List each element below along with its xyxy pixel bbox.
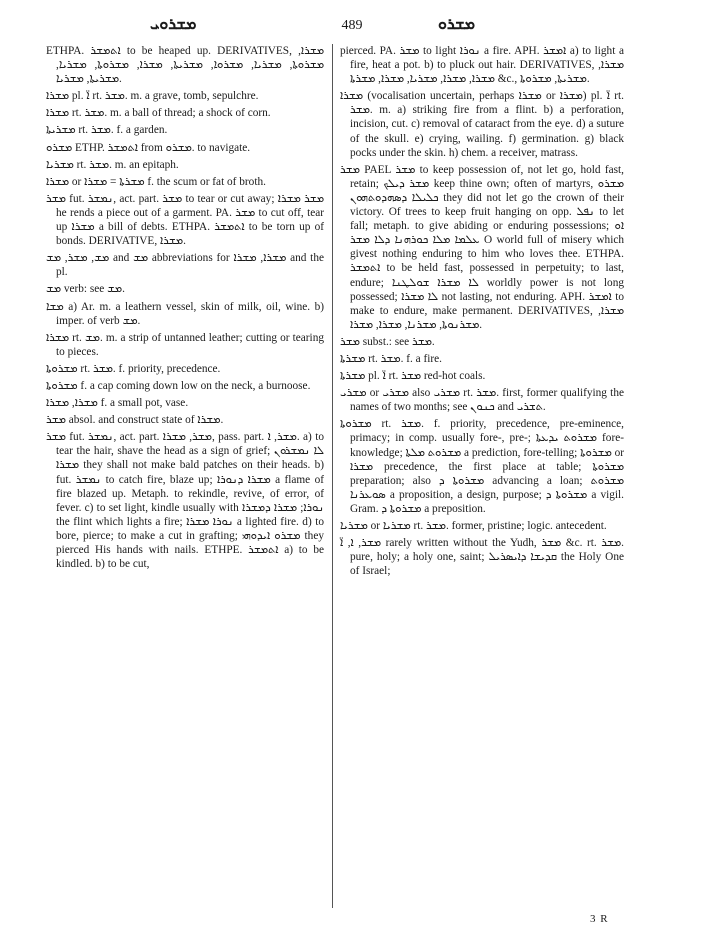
column-divider: [332, 44, 333, 908]
entry: ܡܫܪܝܐ or ܡܫܪܝܐ rt. ܡܫܪ. former, pristine; logic. antecedent.: [340, 520, 607, 532]
entry: ܡܫܪܘ ETHP. ܐܬܡܫܪ from ܡܫܪܘ. to navigate.: [46, 141, 251, 154]
entry: ܡܫܪܐ or ܡܫܪܬܐ = ܡܫܪܐ f. the scum or fat of broth.: [46, 175, 266, 188]
entry: ܡܫܪܬܐ pl. ܐ̈ rt. ܡܫܪ red-hot coals.: [340, 370, 486, 383]
entry: ܡܫܪܘܬܐ f. a cap coming down low on the neck, a burnoose.: [46, 379, 311, 392]
entry: ܡܫܪ fut. ܢܡܫܪ, act. part. ܡܫܪ, ܡܫܪܐ, pass. part. ܡܫܪ, ܐ. a) to tear the hair, shave the head as a sign of grief; ܠܐ ܢܡܫܪܘܢ ܡܫܪܐ they shall not make bald patches on their heads. b) fut. ܢܡܫܪ to catch fire, blaze up; ܡܫܪܐ ܕܢܘܪܐ a flame of fire blazed up. Metaph. to rekindle, revive, of error, of fever. c) to set light, kindle usually with ܢܘܪܐ; ܡܫܪܐ ܕܡܫܪܐ the flint which lights a fire; ܢܘܪܐ ܡܫܪܐ a lighted fire. d) to bore, pierce; to make a cut in grafting; ܡܫܪܘ ܐܝܕܘܗܝ they pierced His hands with nails. ETHPE. ܐܬܡܫܪ a) to be kindled. b) to be cut,: [46, 431, 325, 571]
entry: ܡܫܪܘܬܐ rt. ܡܫܪ. f. priority, precedence.: [46, 362, 221, 375]
left-column: [46, 44, 324, 574]
entry: ܡܫܪܝ or ܡܫܪܝ also ܡܫܪܝ rt. ܡܫܪ. first, former qualifying the names of two months; see ܟܢܘܢ and ܬܫܪܝ.: [340, 387, 624, 414]
entry: ܡܫܪܐ rt. ܡܫ. m. a strip of untanned leather; cutting or tearing to pieces.: [46, 331, 324, 358]
entry: pierced. PA. ܡܫܪ to light ܢܘܪܐ a fire. APH. ܐܡܫܪ a) to light a fire, heat a pot. b) to pluck out hair. DERIVATIVES, ܡܫܪܐ, ܡܫܪܐ, ܡܫܪܐ, ܡܫܪܝܐ, ܡܫܪܐ, ܡܫܪܬܐ &c., ܡܫܪܝܬܐ, ܡܫܪܘܬܐ.: [340, 45, 624, 86]
entry: ܡܫܪܐ pl. ܐ̈ rt. ܡܫܪ. m. a grave, tomb, sepulchre.: [46, 90, 259, 103]
page-number: 489: [341, 18, 363, 33]
entry: ܡܫܪ, ܐ, ܐ̈ rarely written without the Yudh, ܡܫܪ &c. rt. ܡܫܪ. pure, holy; a holy one, saint; ܩܕܝܫܐ ܕܐܝܣܪܝܠ the Holy One of Israel;: [340, 537, 624, 578]
entry: ܡܫܪ absol. and construct state of ܡܫܪܐ.: [46, 414, 224, 427]
entry: ܡܫܐ a) Ar. m. a leathern vessel, skin of milk, oil, wine. b) imper. of verb ܡܫ.: [46, 300, 324, 327]
entry: ܡܫܪܬܐ rt. ܡܫܪ. f. a fire.: [340, 352, 442, 365]
page-header: [0, 14, 704, 38]
entry: ܡܫܪܐ rt. ܡܫܪ. m. a ball of thread; a shock of corn.: [46, 107, 271, 120]
header-left-word: ܡܫܪܘܝ: [150, 16, 197, 33]
entry: ܡܫܪܘܬܐ rt. ܡܫܪ. f. priority, precedence, pre-eminence, primacy; in comp. usually fore-, pre-; ܡܫܪܘܬ ܝܕܥܬܐ fore-knowledge; ܡܫܪܘܬ ܡܠܬܐ a prediction, fore-telling; ܡܫܪܘܬܐ or ܡܫܪܐ precedence, the first place at table; ܡܫܪܘܬܐ preparation; also ܡܫܪܘܬܐ ܕ advancing a loan; ܡܫܪܘܬ ܣܘܥܪܢܐ a proposition, a design, purpose; ܡܫܪܘܬܐ ܕ a vigil. Gram. ܡܫܪܘܬܐ ܕ a preposition.: [340, 418, 624, 515]
signature-mark: 3 R: [590, 913, 609, 925]
right-column: [340, 44, 624, 581]
entry: ܡܫ verb: see ܡܫ.: [46, 283, 125, 296]
entry: ܡܫܪ fut. ܢܡܫܪ, act. part. ܡܫܪ to tear or cut away; ܡܫܪ ܡܫܪܐ he rends a piece out of a garment. PA. ܡܫܪ to cut off, tear up ܡܫܪܐ a bill of debts. ETHPA. ܐܬܡܫܪ to be torn up of bonds. DERIVATIVE, ܡܫܪܐ.: [46, 192, 324, 248]
header-right-word: ܡܫܪܘ: [438, 16, 476, 33]
entry: ܡܫܪܐ, ܡܫܪܐ f. a small pot, vase.: [46, 397, 189, 410]
entry: ܡܫܪ PAEL ܡܫܪ to keep possession of, not let go, hold fast, retain; ܡܫܪ ܕܝܠܟ keep thine own; often of martyrs, ܡܫܪܘ ܟܠܝܠܐ ܕܣܗܕܘܬܗܘܢ they did not let go the crown of their victory. Of trees to keep fruit hanging on opp. ܢܦܠ to let fall; metaph. to give abiding or enduring possessions; ܐܘ ܥܠܡܐ ܡܠܐ ܟܘܪܗܢܐ ܕܠܐ ܡܫܪ O world full of misery which givest nothing enduring to him who loves thee. ETHPA. ܐܬܡܫܪ to be held fast, possessed in perpetuity; to last, endure; ܠܐ ܡܫܪܐ ܫܘܠܛܢܐ worldly power is not long possessed; ܠܐ ܡܫܪܐ not lasting, not enduring. APH. ܐܡܫܪ to make to endure, make permanent. DERIVATIVES, ܡܫܪܐ, ܡܫܪܢܘܬܐ, ܡܫܪܢܐ, ܡܫܪܐ, ܡܫܪܐ.: [340, 163, 624, 331]
entry: ܡܫܪܐ (vocalisation uncertain, perhaps ܡܫܪܐ or ܡܫܪܐ) pl. ܐ̈ rt. ܡܫܪ. m. a) striking fire from a flint. b) a perforation, incision, cut. c) removal of cataract from the eye. d) a suture of the skull. e) crying, wailing. f) germination. g) black pocks under the skin. h) chem. a receiver, matrass.: [340, 90, 624, 159]
entry: ܡܫܪܝܐ rt. ܡܫܪ. m. an epitaph.: [46, 158, 179, 171]
entry: ܡܫܪ subst.: see ܡܫܪ.: [340, 335, 435, 348]
entry: ETHPA. ܐܬܡܫܪ to be heaped up. DERIVATIVES, ܡܫܪܐ, ܡܫܪܘܬܐ, ܡܫܪܝܐ, ܡܫܪܘܐ, ܡܫܪܝܬܐ, ܡܫܪܐ, ܡܫܪܘܬܐ, ܡܫܪܝܐ, ܡܫܪܝܬܐ, ܡܫܪܝܐ.: [46, 45, 325, 86]
entry: ܡܫܪܝܬܐ rt. ܡܫܪ. f. a garden.: [46, 124, 168, 137]
entry: ܡܫ, ܡܫܪ, ܡܫ and ܡܫ abbreviations for ܡܫܪܐ, ܡܫܪܐ and the pl.: [46, 252, 324, 279]
